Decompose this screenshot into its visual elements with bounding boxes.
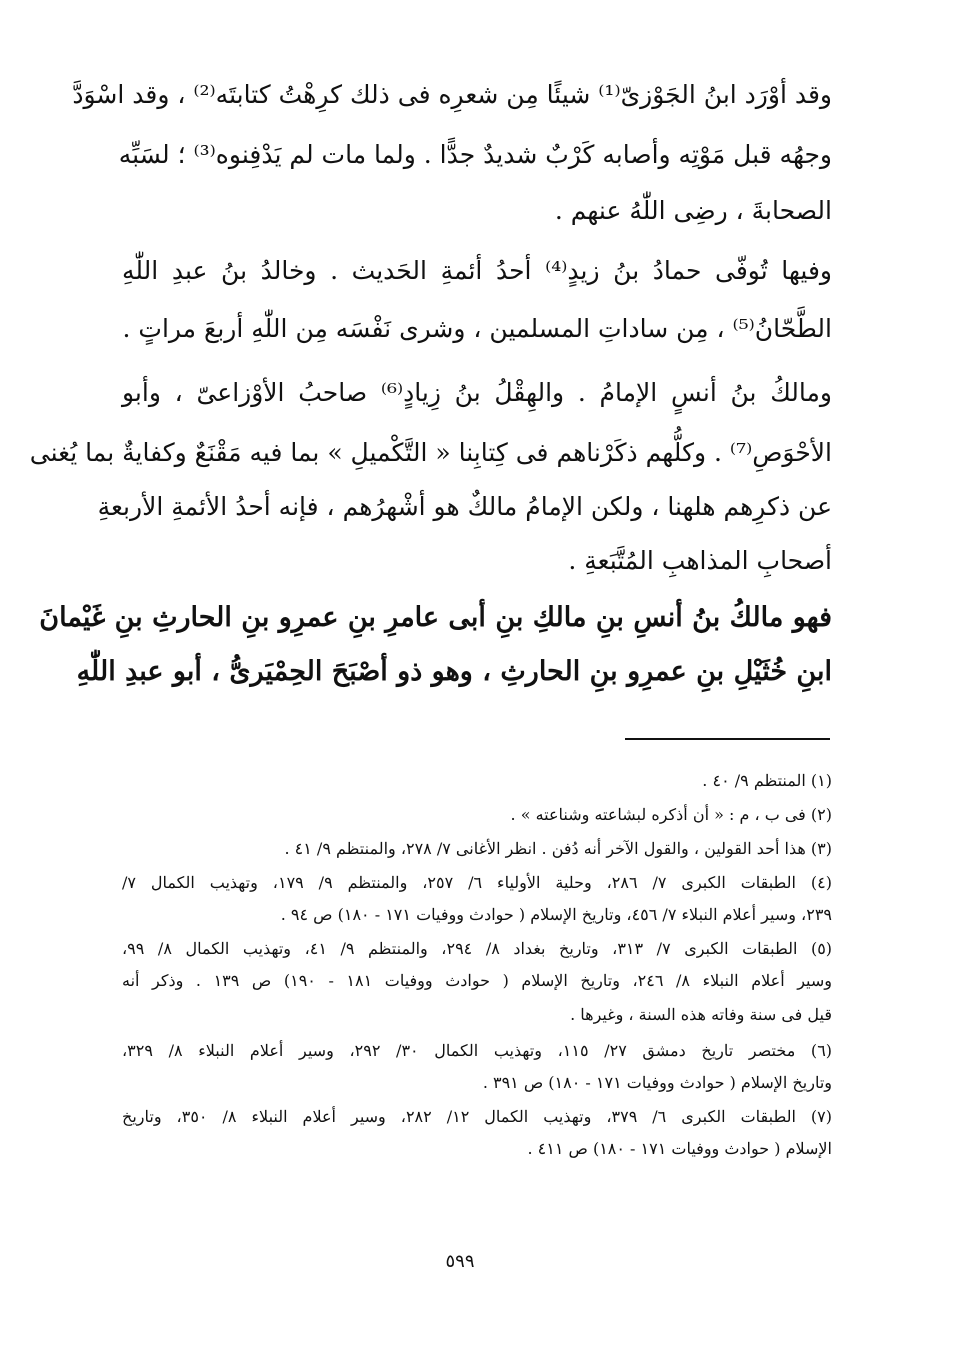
body-line: وجهُه قبل مَوْتِه وأصابه كَرْبٌ شديدٌ جدًّا . ولما مات لم يَدْفِنوه⁽³⁾ ؛ لسَبِّه xyxy=(118,140,832,169)
body-line: وفيها تُوفّى حمادُ بنُ زيدٍ⁽⁴⁾ أحدُ أئمةِ الحَديث . وخالدُ بنُ عبدِ اللّٰهِ xyxy=(122,256,832,285)
footnote-line: ٢٣٩، وسير أعلام النبلاء ٧/ ٤٥٦، وتاريخ الإسلام ( حوادث ووفيات ١٧١ - ١٨٠) ص ٩٤ . xyxy=(280,905,832,924)
footnote-line: (٦) مختصر تاريخ دمشق ٢٧/ ١١٥، وتهذيب الكمال ٣٠/ ٢٩٢، وسير أعلام النبلاء ٨/ ٣٢٩، xyxy=(122,1041,833,1060)
footnote-line: (٣) هذا أحد القولين ، والقول الآخر أنه دُفن . انظر الأغانى ٧/ ٢٧٨، والمنتظم ٩/ ٤١ . xyxy=(284,839,832,858)
footnote-line: (٢) فى ب ، م : « أن أذكره لبشاعته وشناعته » . xyxy=(510,805,832,824)
body-line: الصحابةَ ، رضِى اللّٰهُ عنهم . xyxy=(554,196,832,225)
body-line: الأحْوَصِ⁽⁷⁾ . وكلُّهم ذكَرْناهم فى كِتابِنا « التَّكْميلِ » بما فيه مَقْنَعٌ وكفايةٌ بما يُغنى xyxy=(29,438,832,467)
footnote-line: (٤) الطبقات الكبرى ٧/ ٢٨٦، وحلية الأولياء ٦/ ٢٥٧، والمنتظم ٩/ ١٧٩، وتهذيب الكمال ٧/ xyxy=(122,873,833,892)
footnote-line: (٥) الطبقات الكبرى ٧/ ٣١٣، وتاريخ بغداد ٨/ ٢٩٤، والمنتظم ٩/ ٤١، وتهذيب الكمال ٨/ ٩٩، xyxy=(122,939,833,958)
body-line: عن ذكرِهم هلهنا ، ولكن الإمامُ مالكٌ هو أشْهرُهم ، فإنه أحدُ الأئمةِ الأربعةِ xyxy=(97,492,832,521)
page-number: ٥٩٩ xyxy=(445,1251,475,1272)
body-line: الطَّحّانُ⁽⁵⁾ ، مِن ساداتِ المسلمين ، وشرى نَفْسَه مِن اللّٰهِ أربعَ مراتٍ . xyxy=(122,314,832,343)
biography-heading-line: ابنِ خُثَيْلِ بنِ عمرِو بنِ الحارثِ ، وهو ذو أصْبَحَ الحِمْيَرىُّ ، أبو عبدِ اللّٰهِ xyxy=(76,656,832,687)
footnote-line: قيل فى سنة وفاته هذه السنة ، وغيرها . xyxy=(570,1005,832,1024)
footnote-line: الإسلام ( حوادث ووفيات ١٧١ - ١٨٠) ص ٤١١ . xyxy=(527,1139,832,1158)
body-line: وقد أوْرَد ابنُ الجَوْزىّ⁽¹⁾ شيئًا مِن شعرِه فى ذلك كرِهْتُ كتابتَه⁽²⁾ ، وقد اسْوَدَّ xyxy=(72,80,832,109)
body-line: ومالكُ بنُ أنسٍ الإمامُ . والهِقْلُ بنُ زِيادٍ⁽⁶⁾ صاحبُ الأوْزاعىّ ، وأبو xyxy=(122,378,832,407)
body-line: أصحابِ المذاهبِ المُتَّبَعةِ . xyxy=(568,546,832,575)
footnote-line: (٧) الطبقات الكبرى ٦/ ٣٧٩، وتهذيب الكمال ١٢/ ٢٨٢، وسير أعلام النبلاء ٨/ ٣٥٠، وتاريخ xyxy=(122,1107,832,1126)
footnote-separator xyxy=(625,738,830,740)
footnote-line: (١) المنتظم ٩/ ٤٠ . xyxy=(702,771,832,790)
footnote-line: وتاريخ الإسلام ( حوادث ووفيات ١٧١ - ١٨٠) ص ٣٩١ . xyxy=(482,1073,832,1092)
footnote-line: وسير أعلام النبلاء ٨/ ٢٤٦، وتاريخ الإسلام ( حوادث ووفيات ١٨١ - ١٩٠) ص ١٣٩ . وذكر أنه xyxy=(122,971,833,990)
biography-heading-line: فهو مالكُ بنُ أنسِ بنِ مالكِ بنِ أبى عامرِ بنِ عمرِو بنِ الحارثِ بنِ غَيْمانَ xyxy=(39,602,832,633)
